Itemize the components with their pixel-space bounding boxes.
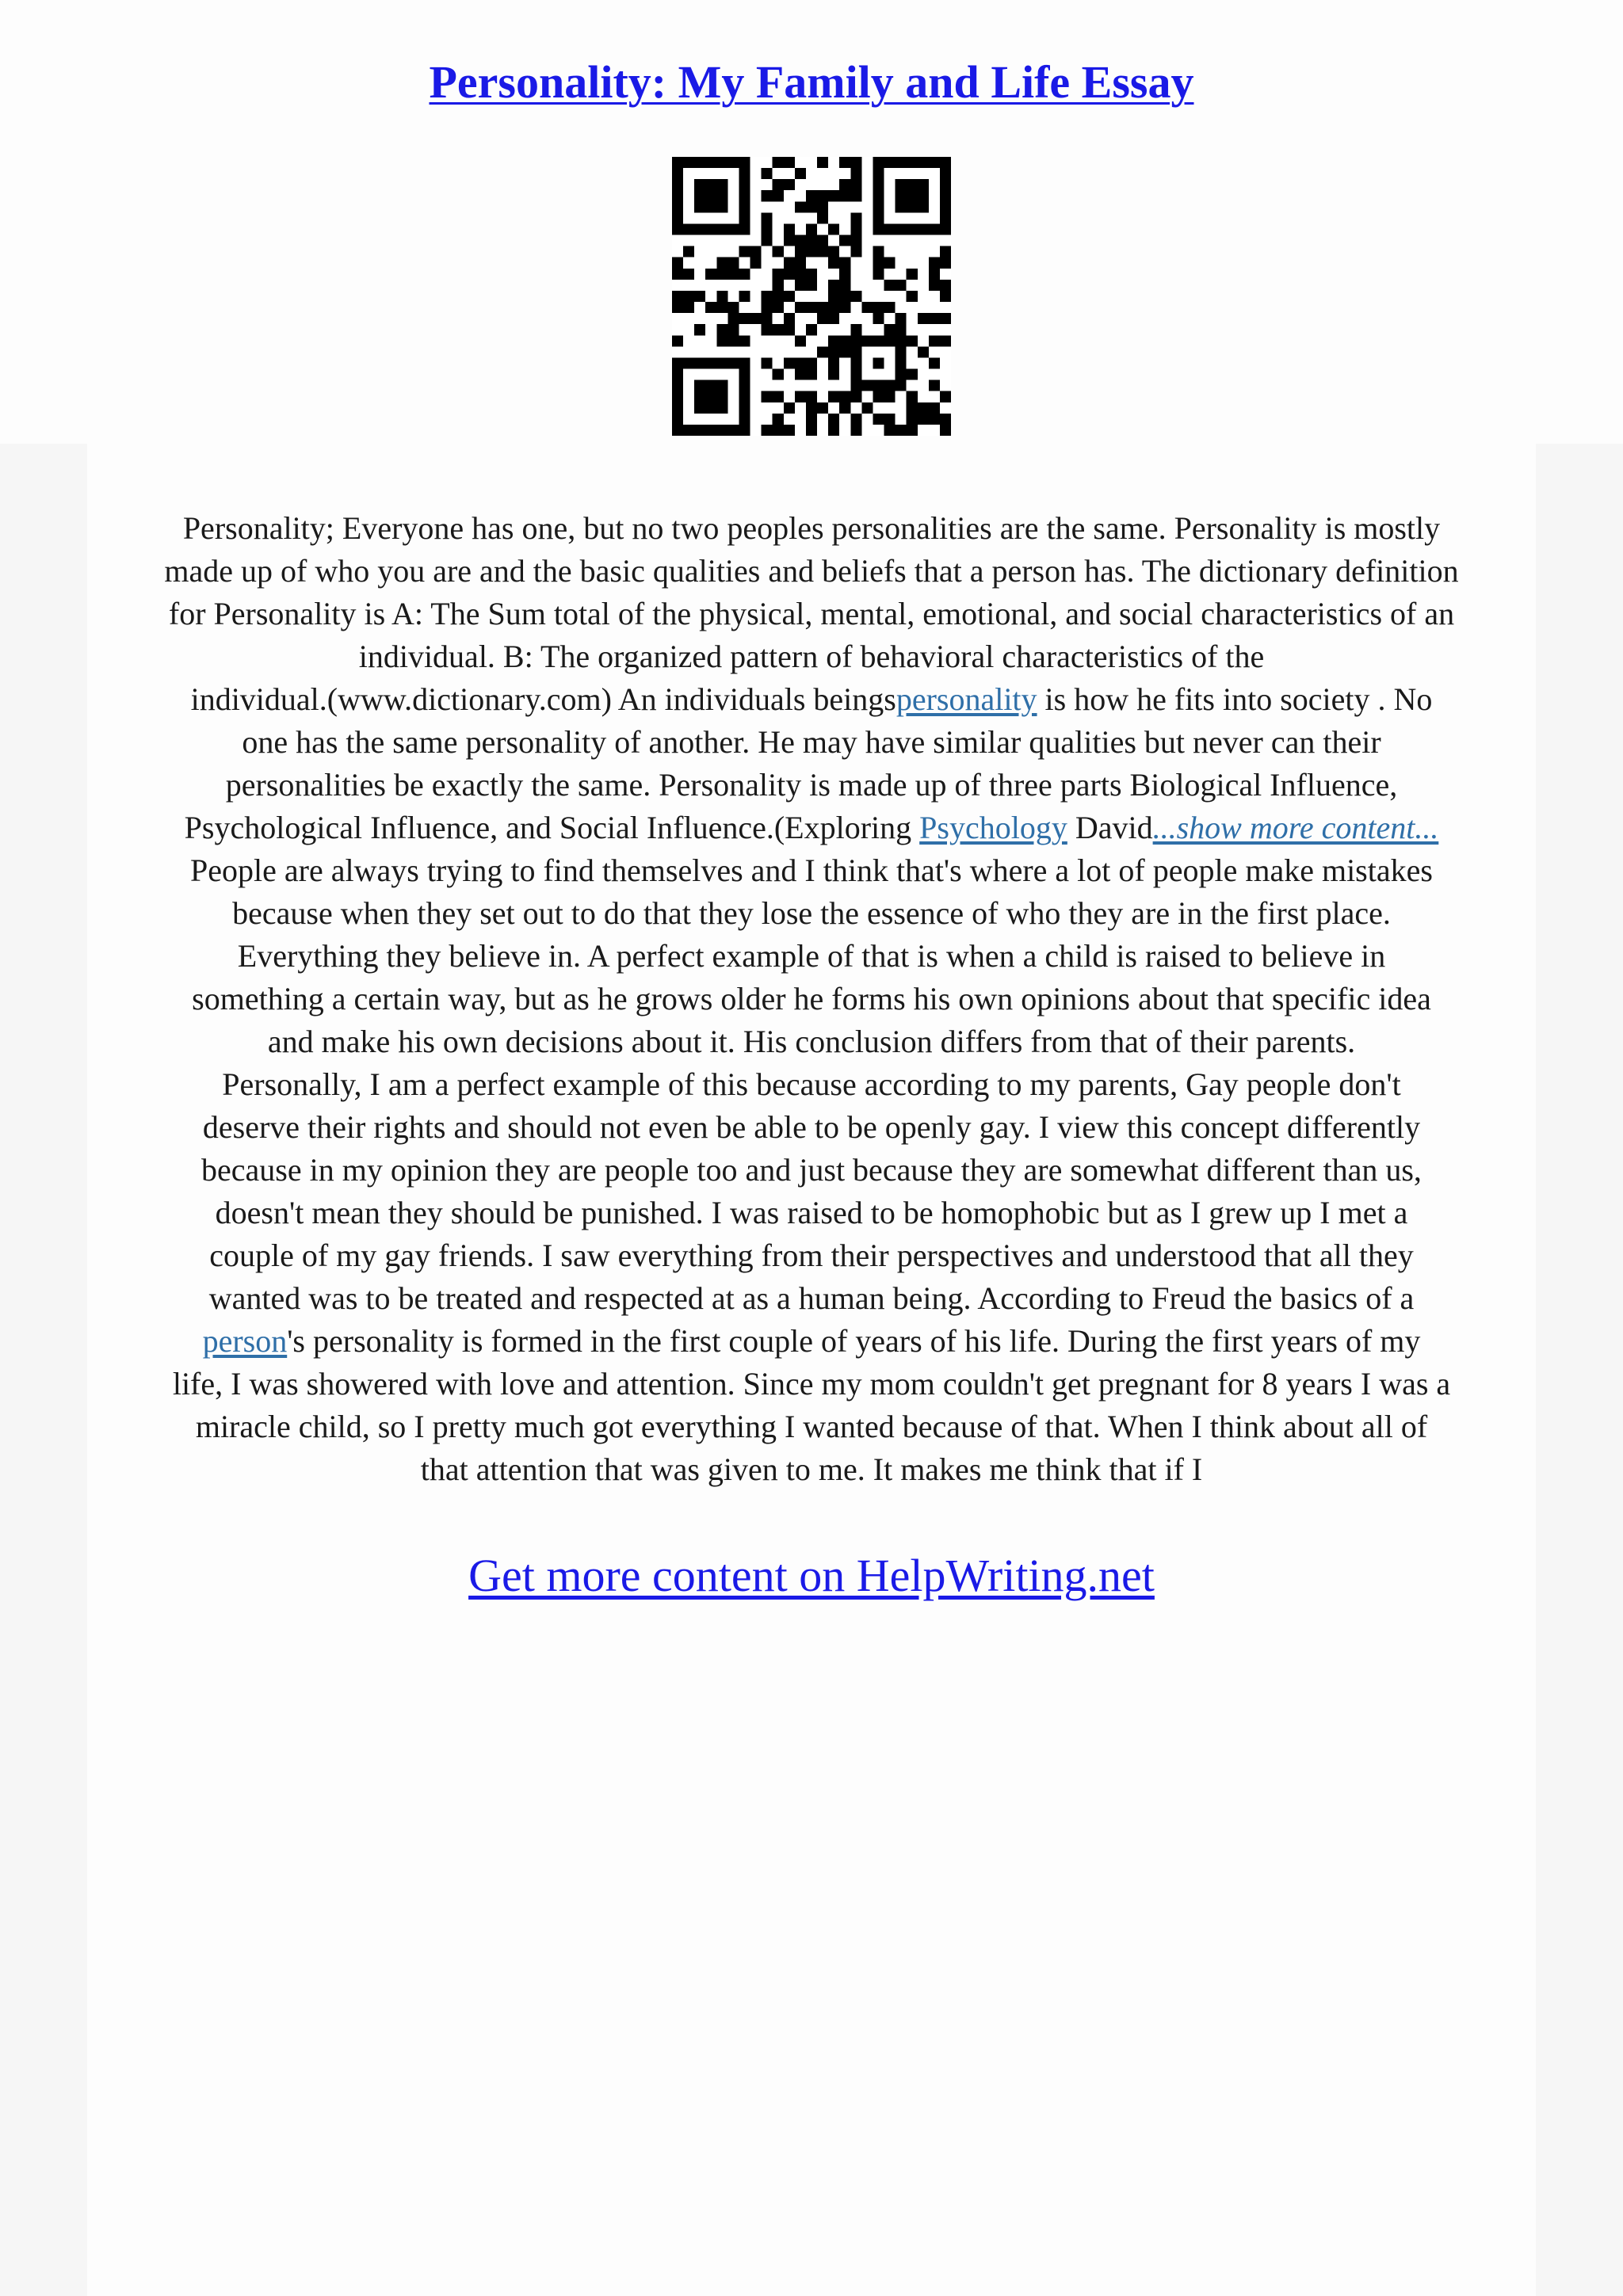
essay-line: miracle child, so I pretty much got everything I wanted because of that. When I think about all of: [195, 1409, 1428, 1444]
essay-line-text: individual.(www.dictionary.com) An individuals beings: [190, 681, 896, 717]
essay-line: Personally, I am a perfect example of this because according to my parents, Gay people don't: [222, 1066, 1401, 1102]
essay-line: couple of my gay friends. I saw everything from their perspectives and understood that all they: [209, 1238, 1414, 1273]
essay-line: [55, 1320, 1568, 1363]
cta-container: [0, 1549, 1623, 1602]
essay-line-text: Psychological Influence, and Social Influence.(Exploring: [184, 810, 920, 845]
essay-line: that attention that was given to me. It makes me think that if I: [420, 1451, 1203, 1487]
keyword-link-person[interactable]: person: [202, 1323, 288, 1359]
essay-line: Everything they believe in. A perfect example of that is when a child is raised to believe in: [237, 938, 1386, 974]
essay-line: made up of who you are and the basic qualities and beliefs that a person has. The dictionary definition: [164, 553, 1459, 589]
essay-line: People are always trying to find themselves and I think that's where a lot of people make mistakes: [190, 852, 1433, 888]
essay-line: individual. B: The organized pattern of behavioral characteristics of the: [358, 639, 1265, 674]
essay-line: wanted was to be treated and respected at as a human being. According to Freud the basics of a: [208, 1280, 1415, 1316]
show-more-link[interactable]: ...show more content...: [1152, 810, 1439, 845]
essay-line-text: David: [1067, 810, 1153, 845]
essay-line: [55, 678, 1568, 721]
essay-line-text: 's personality is formed in the first couple of years of his life. During the first years of my: [287, 1323, 1421, 1359]
essay-line: because in my opinion they are people too and just because they are somewhat different than us,: [201, 1152, 1422, 1188]
essay-line: personalities be exactly the same. Personality is made up of three parts Biological Influence,: [225, 767, 1398, 803]
essay-line-text: is how he fits into society . No: [1037, 681, 1433, 717]
keyword-link-psychology[interactable]: Psychology: [919, 810, 1067, 845]
qr-code-icon: [672, 157, 951, 436]
essay-line: one has the same personality of another. He may have similar qualities but never can their: [242, 724, 1381, 760]
essay-line: because when they set out to do that they lose the essence of who they are in the first place.: [232, 895, 1391, 931]
essay-line: deserve their rights and should not even be able to be openly gay. I view this concept differently: [202, 1109, 1421, 1145]
essay-body: [55, 507, 1568, 1491]
essay-line: [55, 807, 1568, 849]
keyword-link-personality[interactable]: personality: [896, 681, 1037, 717]
page-title-link[interactable]: Personality: My Family and Life Essay: [429, 56, 1194, 108]
essay-line: something a certain way, but as he grows older he forms his own opinions about that specific idea: [192, 981, 1431, 1016]
get-more-content-link[interactable]: Get more content on HelpWriting.net: [468, 1550, 1155, 1601]
essay-line: for Personality is A: The Sum total of the physical, mental, emotional, and social characteristics of an: [168, 596, 1455, 631]
essay-line: life, I was showered with love and attention. Since my mom couldn't get pregnant for 8 years I was a: [172, 1366, 1451, 1402]
essay-line: Personality; Everyone has one, but no two peoples personalities are the same. Personality is mostly: [182, 510, 1441, 546]
essay-line: doesn't mean they should be punished. I was raised to be homophobic but as I grew up I met a: [215, 1195, 1408, 1230]
essay-line: and make his own decisions about it. His conclusion differs from that of their parents.: [267, 1024, 1356, 1059]
title-container: [0, 55, 1623, 109]
